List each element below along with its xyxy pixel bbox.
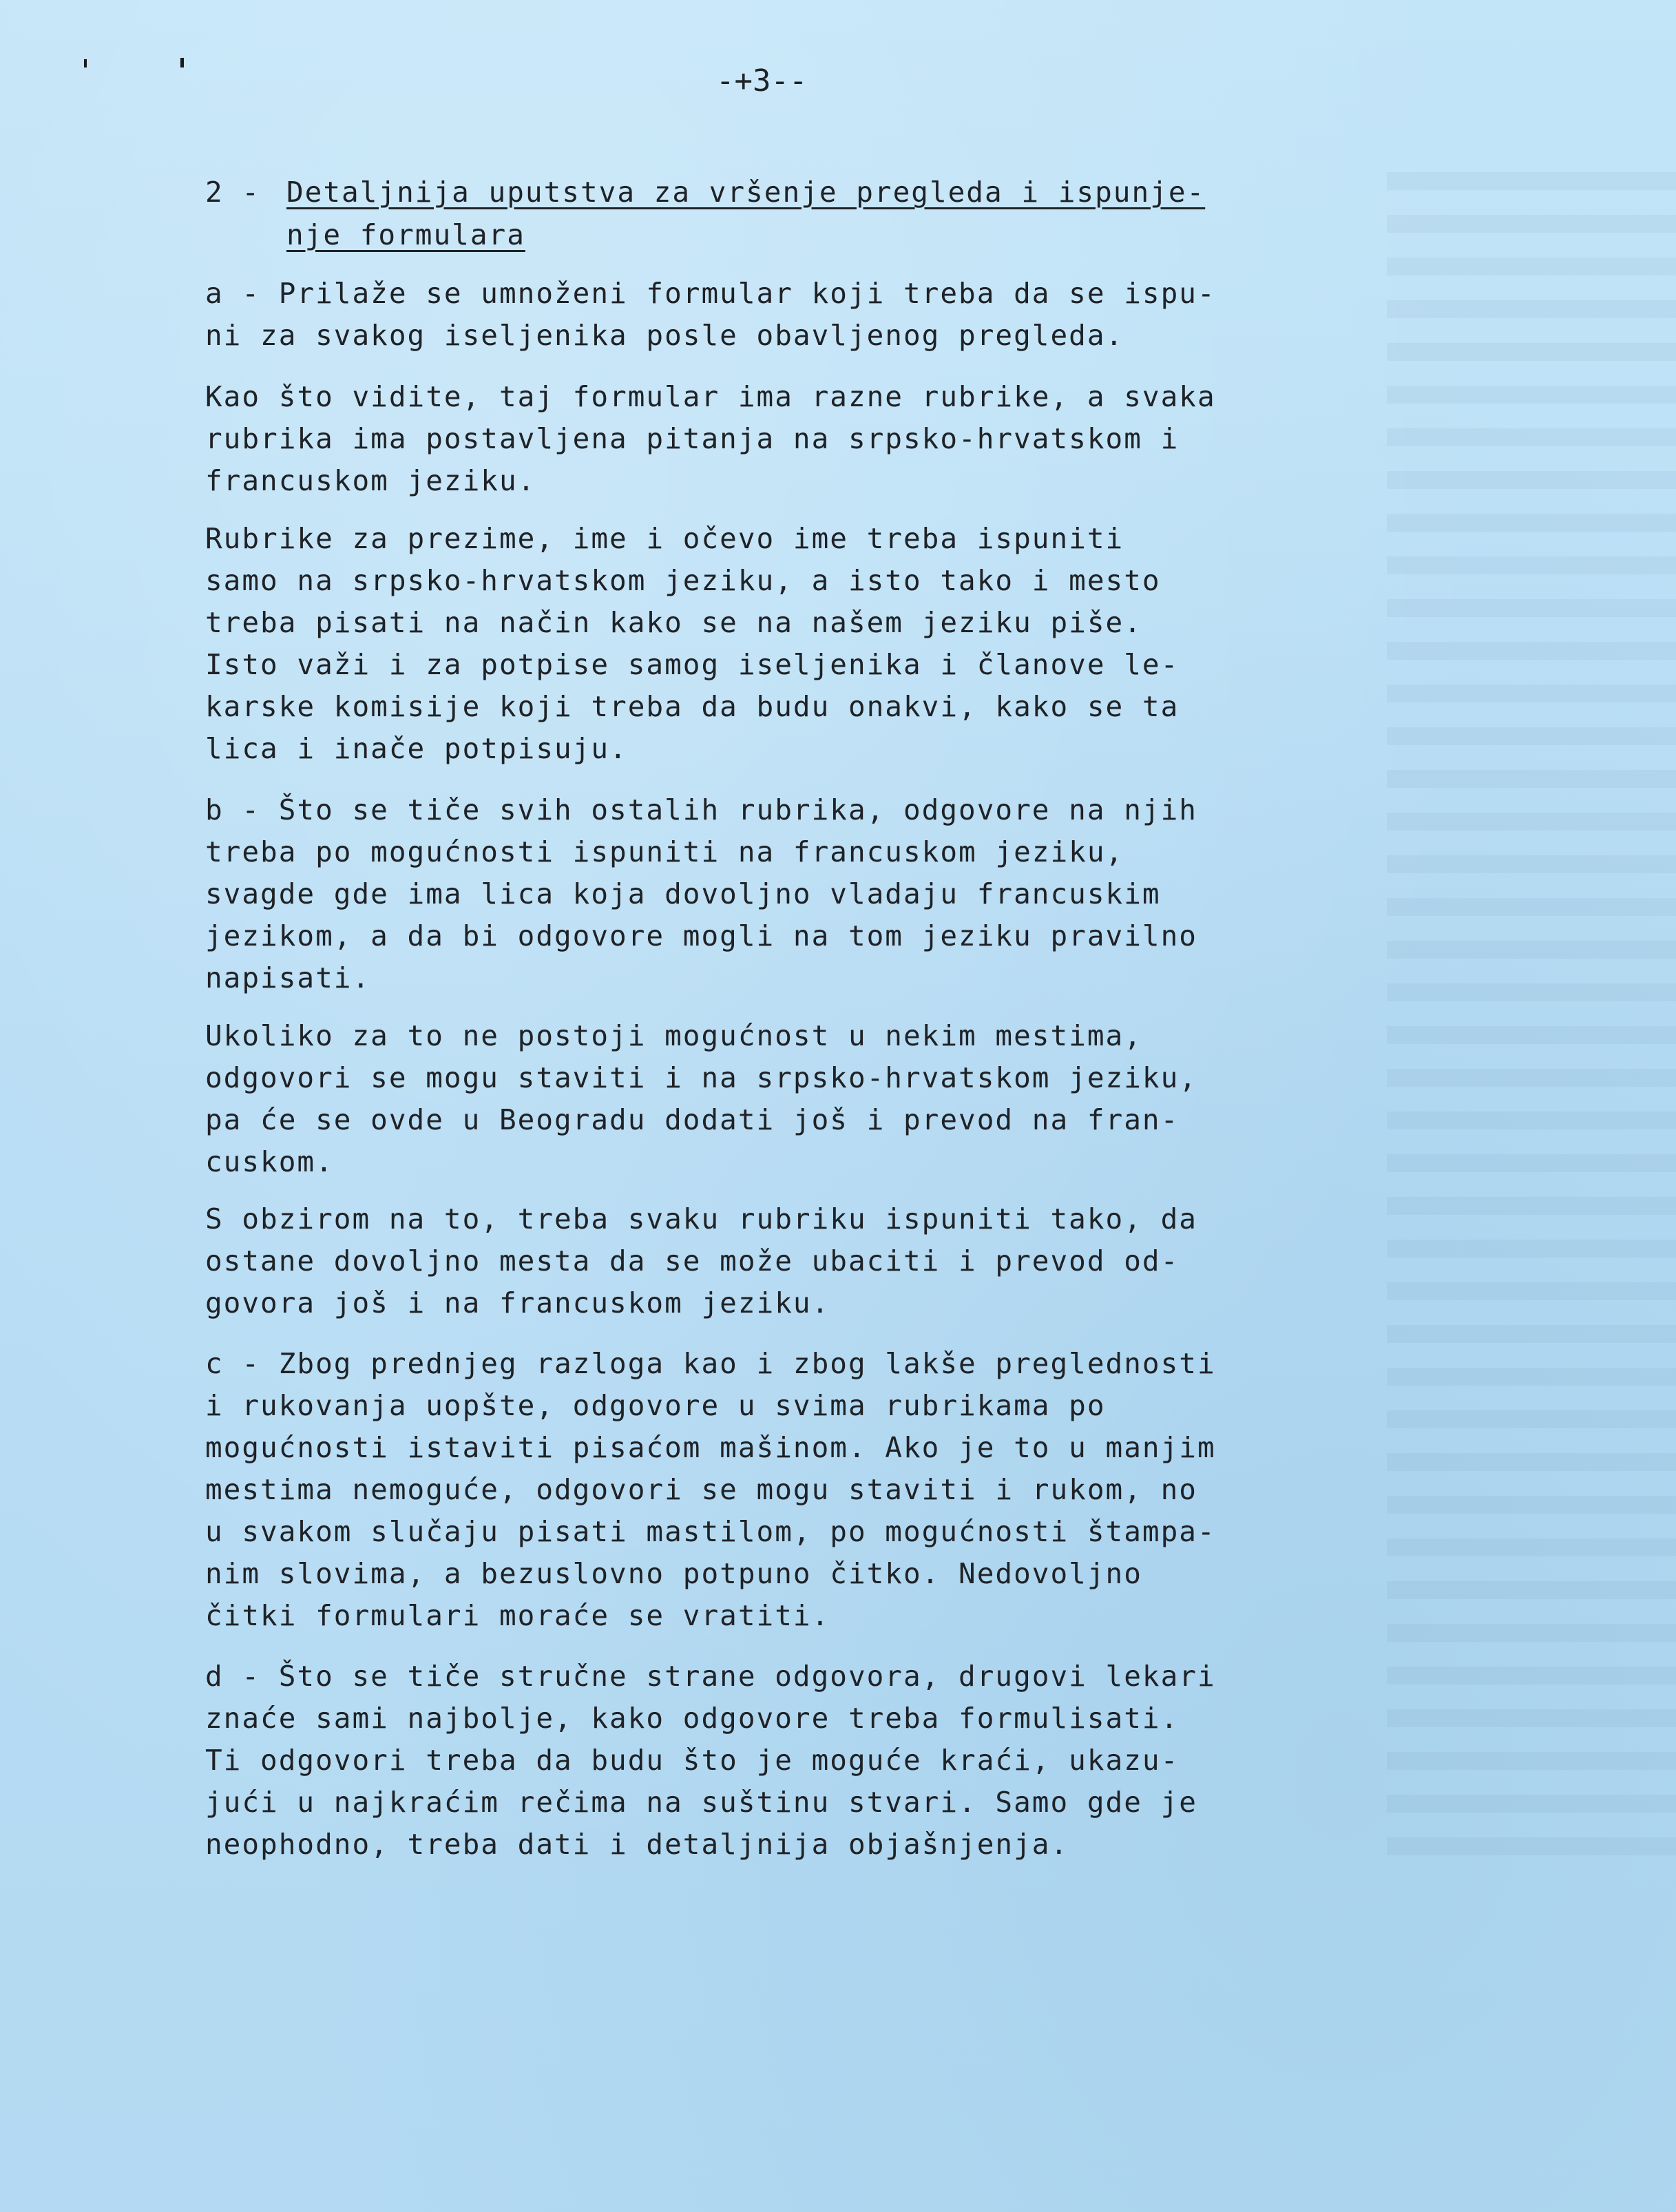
- text-line: nim slovima, a bezuslovno potpuno čitko. Nedovoljno: [205, 1557, 1142, 1590]
- text-line: treba pisati na način kako se na našem jeziku piše.: [205, 606, 1142, 639]
- text-line: jući u najkraćim rečima na suštinu stvari. Samo gde je: [205, 1786, 1197, 1819]
- text-line: c - Zbog prednjeg razloga kao i zbog lakše preglednosti: [205, 1347, 1216, 1380]
- text-line: ostane dovoljno mesta da se može ubaciti i prevod od-: [205, 1244, 1180, 1277]
- text-line: Rubrike za prezime, ime i očevo ime treba ispuniti: [205, 522, 1124, 555]
- text-line: lica i inače potpisuju.: [205, 732, 628, 765]
- bleed-through-text: [1387, 172, 1676, 1859]
- section-number: 2 -: [205, 176, 261, 209]
- text-line: samo na srpsko-hrvatskom jeziku, a isto tako i mesto: [205, 564, 1161, 597]
- text-line: a - Prilaže se umnoženi formular koji treba da se ispu-: [205, 277, 1216, 310]
- text-line: d - Što se tiče stručne strane odgovora, drugovi lekari: [205, 1660, 1216, 1693]
- text-line: govora još i na francuskom jeziku.: [205, 1286, 830, 1319]
- text-line: S obzirom na to, treba svaku rubriku ispuniti tako, da: [205, 1202, 1197, 1235]
- paragraph-b-3: [205, 1198, 1376, 1324]
- paragraph-a: [205, 273, 1376, 357]
- text-line: u svakom slučaju pisati mastilom, po mogućnosti štampa-: [205, 1515, 1216, 1548]
- text-line: čitki formulari moraće se vratiti.: [205, 1599, 830, 1632]
- text-line: mogućnosti istaviti pisaćom mašinom. Ako je to u manjim: [205, 1431, 1216, 1464]
- text-line: i rukovanja uopšte, odgovore u svima rubrikama po: [205, 1389, 1106, 1422]
- section-heading: [205, 171, 1376, 256]
- scan-mark: [180, 58, 184, 67]
- paragraph-c: [205, 1343, 1376, 1637]
- text-line: neophodno, treba dati i detaljnija objašnjenja.: [205, 1828, 1069, 1861]
- text-line: pa će se ovde u Beogradu dodati još i prevod na fran-: [205, 1103, 1180, 1136]
- text-line: Ti odgovori treba da budu što je moguće kraći, ukazu-: [205, 1744, 1180, 1777]
- text-line: francuskom jeziku.: [205, 464, 536, 497]
- text-line: mestima nemoguće, odgovori se mogu staviti i rukom, no: [205, 1473, 1197, 1506]
- text-line: jezikom, a da bi odgovore mogli na tom jeziku pravilno: [205, 919, 1197, 952]
- text-line: Ukoliko za to ne postoji mogućnost u nekim mestima,: [205, 1019, 1142, 1052]
- scan-mark: [84, 59, 87, 67]
- text-line: napisati.: [205, 961, 371, 994]
- page-number: -+3--: [716, 63, 808, 98]
- text-line: treba po mogućnosti ispuniti na francuskom jeziku,: [205, 835, 1124, 868]
- text-line: karske komisije koji treba da budu onakvi, kako se ta: [205, 690, 1180, 723]
- paragraph-b: [205, 789, 1376, 999]
- heading-line-2: nje formulara: [286, 218, 525, 251]
- text-line: ni za svakog iseljenika posle obavljenog pregleda.: [205, 319, 1124, 352]
- paragraph-a-2: [205, 376, 1376, 502]
- text-line: b - Što se tiče svih ostalih rubrika, odgovore na njih: [205, 793, 1197, 826]
- text-line: rubrika ima postavljena pitanja na srpsko-hrvatskom i: [205, 422, 1180, 455]
- paragraph-a-3: [205, 518, 1376, 770]
- paragraph-d: [205, 1656, 1376, 1866]
- text-line: Kao što vidite, taj formular ima razne rubrike, a svaka: [205, 380, 1216, 413]
- text-line: odgovori se mogu staviti i na srpsko-hrvatskom jeziku,: [205, 1061, 1197, 1094]
- text-line: cuskom.: [205, 1145, 334, 1178]
- text-line: znaće sami najbolje, kako odgovore treba formulisati.: [205, 1702, 1180, 1735]
- text-line: Isto važi i za potpise samog iseljenika i članove le-: [205, 648, 1180, 681]
- text-line: svagde gde ima lica koja dovoljno vladaju francuskim: [205, 877, 1161, 910]
- heading-line-1: Detaljnija uputstva za vršenje pregleda i ispunje-: [286, 176, 1206, 209]
- paragraph-b-2: [205, 1015, 1376, 1183]
